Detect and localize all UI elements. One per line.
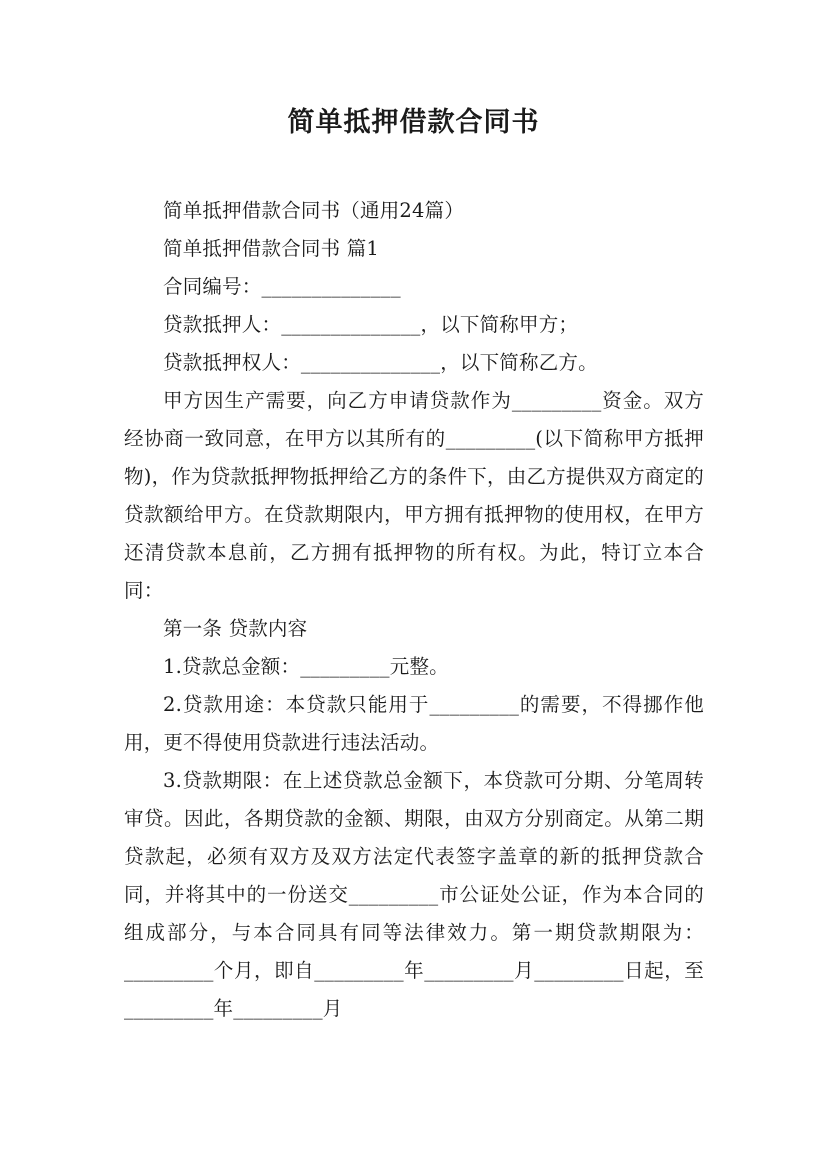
paragraph-mortgagor: 贷款抵押人：______________，以下简称甲方； bbox=[163, 313, 579, 336]
paragraph-loan-amount: 1.贷款总金额：_________元整。 bbox=[163, 655, 449, 678]
paragraph-loan-purpose: 2.贷款用途：本贷款只能用于_________的需要，不得挪作他用，更不得使用贷款进行违法活动。 bbox=[124, 693, 704, 754]
paragraph-section-heading: 简单抵押借款合同书 篇1 bbox=[163, 237, 380, 260]
document-title: 简单抵押借款合同书 bbox=[287, 107, 540, 138]
paragraph-preamble: 甲方因生产需要，向乙方申请贷款作为_________资金。双方经协商一致同意，在甲方以其所有的_________(以下简称甲方抵押物)，作为贷款抵押物抵押给乙方的条件下，由乙方提供双方商定的贷款额给甲方。在贷款期限内，甲方拥有抵押物的使用权，在甲方还清贷款本息前，乙方拥有抵押物的所有权。为此，特订立本合同： bbox=[124, 389, 704, 602]
paragraph-mortgagee: 贷款抵押权人：______________，以下简称乙方。 bbox=[163, 351, 598, 374]
paragraph-contract-number: 合同编号：______________ bbox=[163, 275, 401, 298]
paragraph-subtitle: 简单抵押借款合同书（通用24篇） bbox=[163, 199, 465, 222]
paragraph-article-one-heading: 第一条 贷款内容 bbox=[163, 617, 308, 640]
paragraph-loan-term: 3.贷款期限：在上述贷款总金额下，本贷款可分期、分笔周转审贷。因此，各期贷款的金额、期限，由双方分别商定。从第二期贷款起，必须有双方及双方法定代表签字盖章的新的抵押贷款合同，并将其中的一份送交_________市公证处公证，作为本合同的组成部分，与本合同具有同等法律效力。第一期贷款期限为：_________个月，即自_________年_________月_________日起，至_________年_________月 bbox=[124, 769, 704, 1020]
document-body bbox=[124, 192, 704, 1028]
